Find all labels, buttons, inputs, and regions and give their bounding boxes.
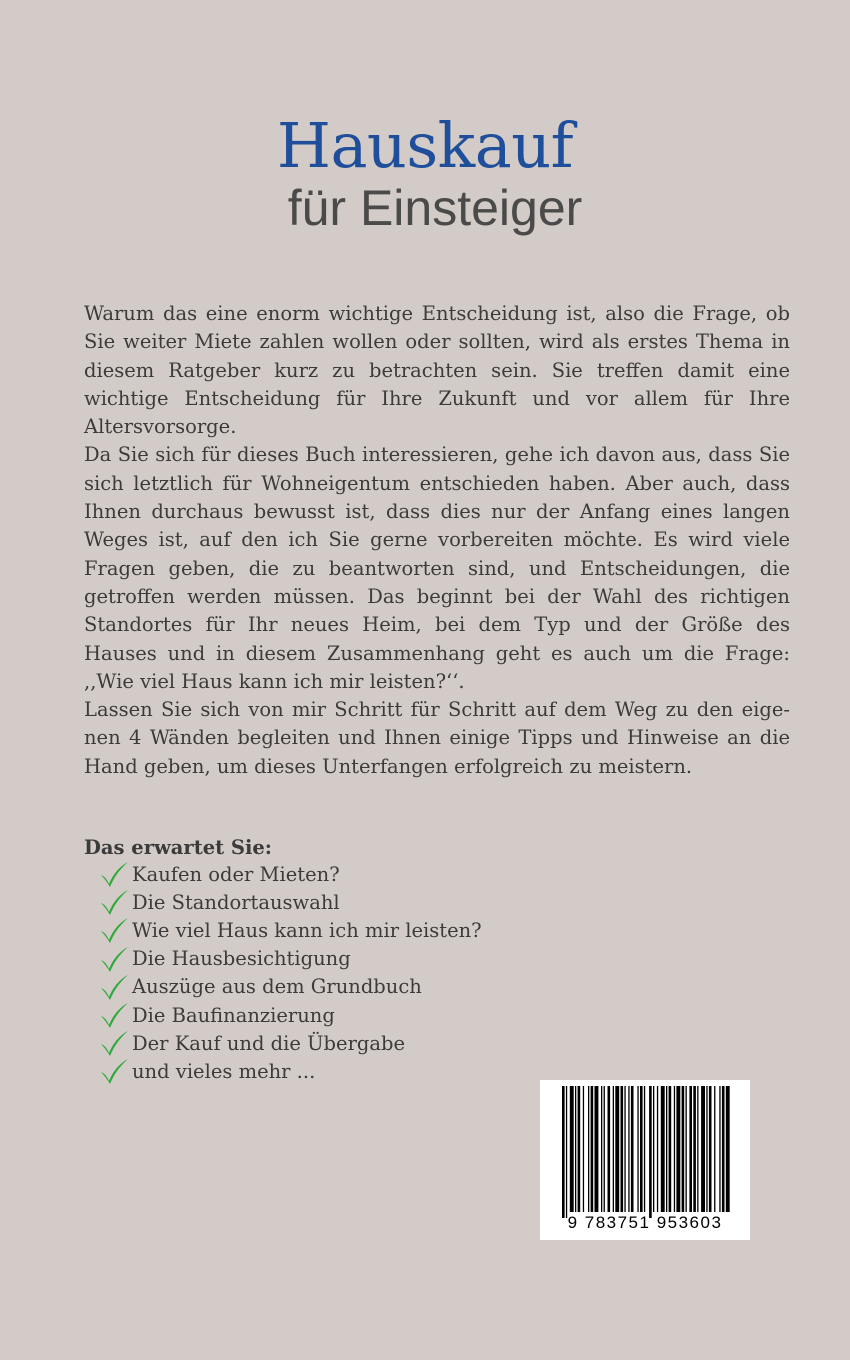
barcode-bar xyxy=(583,1086,584,1212)
expect-list xyxy=(98,860,482,1086)
list-item-label: Die Baufinanzierung xyxy=(132,1003,335,1027)
barcode-bar xyxy=(661,1086,665,1212)
barcode-bar xyxy=(657,1086,658,1212)
check-icon xyxy=(98,973,132,1001)
barcode-bar xyxy=(674,1086,675,1212)
list-item xyxy=(98,1001,482,1029)
check-icon xyxy=(98,860,132,888)
list-item xyxy=(98,945,482,973)
barcode-bar xyxy=(566,1086,567,1218)
barcode-bar xyxy=(706,1086,707,1212)
blurb-text xyxy=(84,300,790,781)
list-item-label: Kaufen oder Mieten? xyxy=(132,862,340,886)
list-item xyxy=(98,1057,482,1085)
list-item-label: und vieles mehr ... xyxy=(132,1059,316,1083)
barcode-bar xyxy=(637,1086,638,1212)
barcode-bar xyxy=(714,1086,715,1212)
barcode-bar xyxy=(604,1086,605,1212)
check-icon xyxy=(98,916,132,944)
barcode-bar xyxy=(570,1086,574,1212)
list-item-label: Der Kauf und die Übergabe xyxy=(132,1031,406,1055)
barcode-bar xyxy=(601,1086,602,1212)
barcode-bar xyxy=(575,1086,576,1212)
check-icon xyxy=(98,1057,132,1085)
blurb-paragraph: Da Sie sich für dieses Buch interessieren, gehe ich davon aus, dass Sie sich letztlich für Wohneigentum entschieden haben. Aber auch, dass Ihnen durchaus bewusst ist, dass dies nur der Anfang eines langen Weges ist, auf den ich Sie gerne vorbereiten möchte. Es wird viele Fragen geben, die zu beantworten sind, und Entscheidungen, die getroffen werden müssen. Das beginnt bei der Wahl des richtigen Standortes für Ihr neues Heim, bei dem Typ und der Größe des Hauses und in diesem Zusammenhang geht es auch um die Frage: ,,Wie viel Haus kann ich mir leisten?‘‘. xyxy=(84,443,790,693)
blurb-paragraph: Lassen Sie sich von mir Schritt für Schritt auf dem Weg zu den eigenen 4 Wänden begleiten und Ihnen einige Tipps und Hinweise an die Hand geben, um dieses Unterfangen erfolgreich zu meistern. xyxy=(84,698,790,778)
barcode-bar xyxy=(644,1086,645,1212)
barcode-bar xyxy=(722,1086,725,1212)
barcode-bar xyxy=(689,1086,692,1212)
list-item xyxy=(98,1029,482,1057)
barcode-bar xyxy=(621,1086,624,1212)
barcode-bar xyxy=(719,1086,720,1212)
barcode-bar xyxy=(709,1086,712,1212)
barcode-bar xyxy=(615,1086,619,1212)
barcode-bar xyxy=(693,1086,696,1212)
book-subtitle: für Einsteiger xyxy=(287,180,583,236)
barcode-bar xyxy=(591,1086,594,1212)
barcode-bar xyxy=(562,1086,565,1218)
barcode-bar xyxy=(649,1086,652,1218)
check-icon xyxy=(98,888,132,916)
expect-heading: Das erwartet Sie: xyxy=(84,836,272,859)
book-title: Hauskauf xyxy=(276,109,574,182)
barcode-bar xyxy=(653,1086,654,1212)
barcode-bar xyxy=(701,1086,705,1212)
blurb-paragraph: Warum das eine enorm wichtige Entscheidung ist, also die Frage, ob Sie weiter Miete zahlen wollen oder sollten, wird als erstes Thema in diesem Ratgeber kurz zu betrachten sein. Sie treffen damit eine wichtige Entscheidung für Ihre Zukunft und vor allem für Ihre Altersvorsorge. xyxy=(84,302,790,439)
barcode-bar xyxy=(682,1086,685,1212)
barcode-bar xyxy=(726,1086,730,1212)
list-item-label: Die Standortauswahl xyxy=(132,890,340,914)
barcode-bar xyxy=(697,1086,698,1212)
barcode-bar xyxy=(628,1086,629,1212)
isbn-number: 9 783751 953603 xyxy=(567,1213,723,1232)
barcode-bar xyxy=(676,1086,680,1212)
barcode-bar xyxy=(669,1086,672,1212)
check-icon xyxy=(98,1029,132,1057)
list-item xyxy=(98,973,482,1001)
list-item xyxy=(98,916,482,944)
list-item xyxy=(98,860,482,888)
barcode-bar xyxy=(631,1086,634,1212)
check-icon xyxy=(98,1001,132,1029)
list-item-label: Auszüge aus dem Grundbuch xyxy=(132,975,422,999)
barcode-bar xyxy=(595,1086,599,1212)
barcode-bar xyxy=(588,1086,589,1212)
barcode xyxy=(540,1080,750,1240)
barcode-bar xyxy=(613,1086,614,1212)
barcode-bar xyxy=(686,1086,687,1212)
list-item-label: Die Hausbesichtigung xyxy=(132,947,351,971)
check-icon xyxy=(98,945,132,973)
list-item xyxy=(98,888,482,916)
barcode-bar xyxy=(578,1086,581,1212)
list-item-label: Wie viel Haus kann ich mir leisten? xyxy=(132,918,482,942)
barcode-bar xyxy=(666,1086,667,1212)
barcode-bar xyxy=(608,1086,611,1212)
barcode-bar xyxy=(624,1086,625,1212)
barcode-bar xyxy=(640,1086,643,1212)
